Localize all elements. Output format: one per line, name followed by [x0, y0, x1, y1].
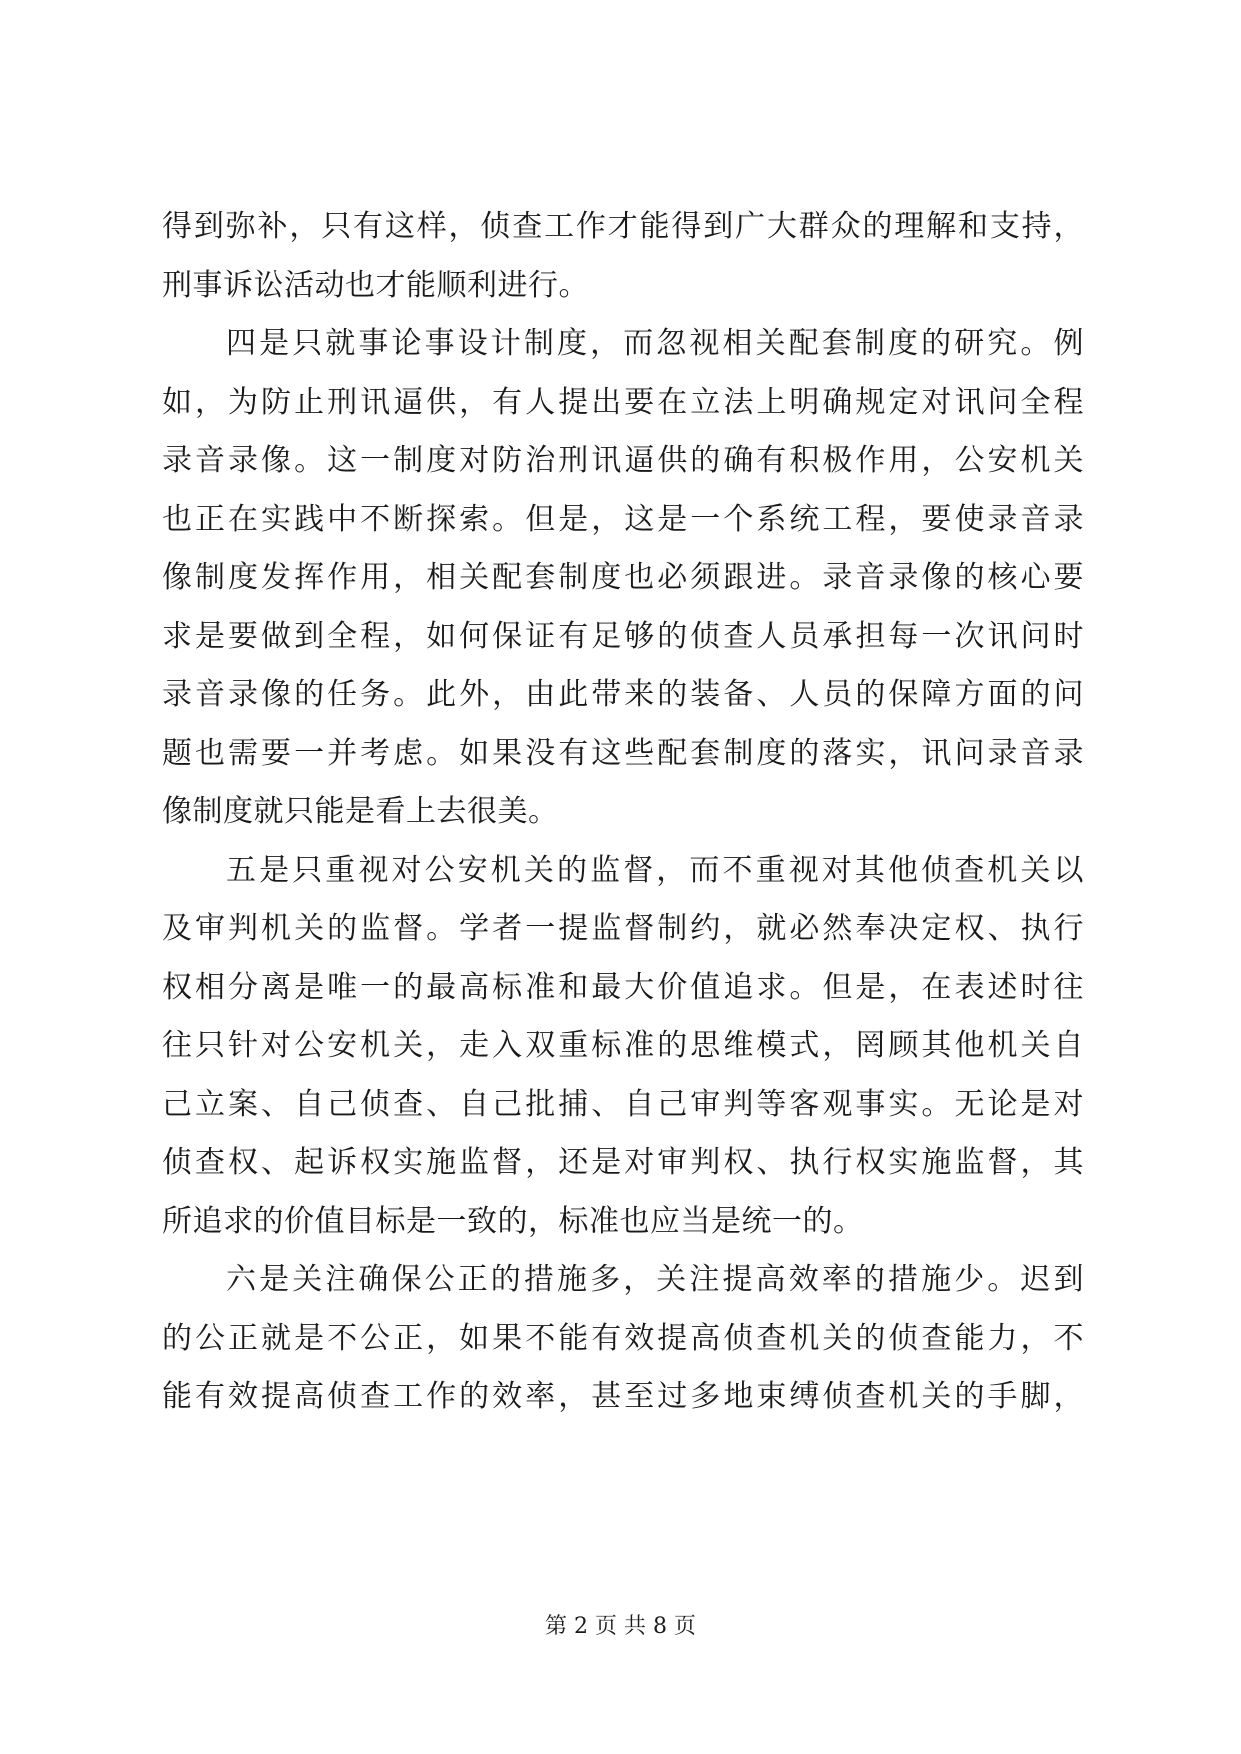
- text-line: 如，为防止刑讯逼供，有人提出要在立法上明确规定对讯问全程: [162, 384, 1084, 420]
- paragraph-first-line: 五是只重视对公安机关的监督，而不重视对其他侦查机关以: [226, 852, 1084, 888]
- body-text: [162, 198, 1084, 1427]
- text-line: 所追求的价值目标是一致的，标准也应当是统一的。: [162, 1203, 864, 1239]
- text-line: 题也需要一并考虑。如果没有这些配套制度的落实，讯问录音录: [162, 735, 1084, 771]
- text-line: 能有效提高侦查工作的效率，甚至过多地束缚侦查机关的手脚，: [162, 1379, 1084, 1414]
- paragraph-first-line: 四是只就事论事设计制度，而忽视相关配套制度的研究。例: [226, 326, 1084, 361]
- text-line: 往只针对公安机关，走入双重标准的思维模式，罔顾其他机关自: [162, 1028, 1084, 1063]
- text-line: 录音录像的任务。此外，由此带来的装备、人员的保障方面的问: [162, 677, 1084, 712]
- text-line: 求是要做到全程，如何保证有足够的侦查人员承担每一次讯问时: [162, 618, 1084, 654]
- text-line: 的公正就是不公正，如果不能有效提高侦查机关的侦查能力，不: [162, 1320, 1084, 1356]
- paragraph-first-line: 六是关注确保公正的措施多，关注提高效率的措施少。迟到: [226, 1262, 1084, 1297]
- text-line: 像制度就只能是看上去很美。: [162, 794, 559, 829]
- text-line: 侦查权、起诉权实施监督，还是对审判权、执行权实施监督，其: [162, 1145, 1084, 1180]
- text-line: 权相分离是唯一的最高标准和最大价值追求。但是，在表述时往: [162, 969, 1084, 1005]
- text-line: 己立案、自己侦查、自己批捕、自己审判等客观事实。无论是对: [162, 1086, 1084, 1122]
- text-line: 也正在实践中不断探索。但是，这是一个系统工程，要使录音录: [162, 501, 1084, 537]
- page-number-footer: 第 2 页 共 8 页: [545, 1614, 696, 1639]
- text-line: 及审判机关的监督。学者一提监督制约，就必然奉决定权、执行: [162, 911, 1084, 946]
- text-line: 刑事诉讼活动也才能顺利进行。: [162, 267, 589, 303]
- text-line: 得到弥补，只有这样，侦查工作才能得到广大群众的理解和支持，: [162, 209, 1084, 244]
- text-line: 录音录像。这一制度对防治刑讯逼供的确有积极作用，公安机关: [162, 443, 1084, 478]
- text-line: 像制度发挥作用，相关配套制度也必须跟进。录音录像的核心要: [162, 560, 1084, 595]
